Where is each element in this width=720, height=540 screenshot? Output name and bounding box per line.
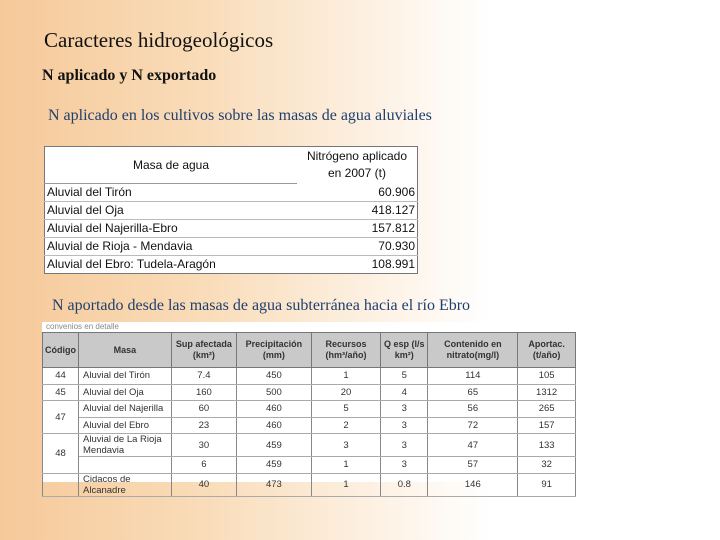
- cell-prec: 450: [237, 368, 312, 385]
- table-row: [43, 473, 576, 496]
- cell-rec: 3: [311, 434, 380, 457]
- cell-ap: 91: [518, 473, 576, 496]
- cell-q: 5: [381, 368, 428, 385]
- mass-name-cell: Aluvial del Tirón: [45, 184, 298, 202]
- cell-nit: 114: [428, 368, 518, 385]
- mass-name-cell: Aluvial de Rioja - Mendavia: [45, 238, 298, 256]
- section-heading-applied: N aplicado en los cultivos sobre las masas de agua aluviales: [48, 107, 432, 124]
- column-header-nitrogen: [297, 147, 418, 184]
- cell-nit: 146: [428, 473, 518, 496]
- cell-q: 3: [381, 417, 428, 434]
- cell-q: 3: [381, 401, 428, 418]
- code-cell: 47: [43, 401, 79, 434]
- cell-sup: 7.4: [171, 368, 236, 385]
- cell-nit: 56: [428, 401, 518, 418]
- cell-sup: 160: [171, 384, 236, 401]
- cell-sup: 40: [171, 473, 236, 496]
- column-header: Masa: [79, 333, 172, 368]
- cell-rec: 1: [311, 368, 380, 385]
- table-row: [43, 457, 576, 474]
- nitrogen-value-cell: 157.812: [297, 220, 418, 238]
- cell-prec: 460: [237, 417, 312, 434]
- column-header: Q esp (l/s km²): [381, 333, 428, 368]
- mass-name-cell: Aluvial del Najerilla-Ebro: [45, 220, 298, 238]
- code-cell: 44: [43, 368, 79, 385]
- column-header: Recursos (hm³/año): [311, 333, 380, 368]
- cell-masa: Aluvial del Ebro: [79, 417, 172, 434]
- nitrogen-value-cell: 108.991: [297, 256, 418, 274]
- mass-name-cell: Aluvial del Oja: [45, 202, 298, 220]
- cell-sup: 23: [171, 417, 236, 434]
- cell-nit: 57: [428, 457, 518, 474]
- cell-rec: 5: [311, 401, 380, 418]
- mass-name-cell: Aluvial del Ebro: Tudela-Aragón: [45, 256, 298, 274]
- cell-q: 3: [381, 457, 428, 474]
- cell-rec: 1: [311, 473, 380, 496]
- cell-ap: 265: [518, 401, 576, 418]
- page-subtitle: N aplicado y N exportado: [42, 67, 217, 84]
- cell-nit: 47: [428, 434, 518, 457]
- table-row: [43, 417, 576, 434]
- table-header-row: [43, 333, 576, 368]
- table-row: [45, 184, 418, 202]
- column-header-mass: Masa de agua: [45, 147, 298, 184]
- cell-prec: 459: [237, 434, 312, 457]
- table-header-row: [45, 147, 418, 184]
- cell-sup: 60: [171, 401, 236, 418]
- cell-ap: 32: [518, 457, 576, 474]
- column-header: Sup afectada (km²): [171, 333, 236, 368]
- table-row: [43, 368, 576, 385]
- cell-rec: 1: [311, 457, 380, 474]
- cell-ap: 1312: [518, 384, 576, 401]
- exported-nitrogen-body: [43, 368, 576, 497]
- column-header: Aportac. (t/año): [518, 333, 576, 368]
- code-cell: 48: [43, 434, 79, 474]
- table-note: convenios en detalle: [46, 322, 119, 331]
- table-row: [45, 202, 418, 220]
- table-row: [43, 401, 576, 418]
- column-header: Código: [43, 333, 79, 368]
- nitrogen-value-cell: 70.930: [297, 238, 418, 256]
- cell-rec: 20: [311, 384, 380, 401]
- nitrogen-value-cell: 418.127: [297, 202, 418, 220]
- cell-prec: 459: [237, 457, 312, 474]
- cell-prec: 500: [237, 384, 312, 401]
- applied-nitrogen-table: [44, 146, 418, 274]
- column-header-nitrogen-line2: en 2007 (t): [327, 166, 387, 181]
- exported-nitrogen-table: [42, 332, 576, 497]
- cell-sup: 30: [171, 434, 236, 457]
- code-cell: 45: [43, 384, 79, 401]
- applied-nitrogen-body: [45, 184, 418, 274]
- cell-ap: 133: [518, 434, 576, 457]
- cell-masa: Aluvial del Tirón: [79, 368, 172, 385]
- cell-nit: 65: [428, 384, 518, 401]
- cell-nit: 72: [428, 417, 518, 434]
- code-cell: [43, 473, 79, 496]
- cell-masa: Aluvial del Oja: [79, 384, 172, 401]
- cell-q: 3: [381, 434, 428, 457]
- table-row: [45, 238, 418, 256]
- cell-q: 0.8: [381, 473, 428, 496]
- cell-masa: [79, 457, 172, 474]
- nitrogen-value-cell: 60.906: [297, 184, 418, 202]
- cell-sup: 6: [171, 457, 236, 474]
- cell-masa: Cidacos de Alcanadre: [79, 473, 172, 496]
- table-row: [45, 220, 418, 238]
- table-row: [45, 256, 418, 274]
- exported-nitrogen-table-image: [42, 322, 576, 496]
- table-row: [43, 434, 576, 457]
- cell-ap: 105: [518, 368, 576, 385]
- cell-masa: Aluvial de La Rioja Mendavia: [79, 434, 172, 457]
- cell-prec: 473: [237, 473, 312, 496]
- column-header-nitrogen-line1: Nitrógeno aplicado: [306, 149, 408, 164]
- cell-prec: 460: [237, 401, 312, 418]
- cell-q: 4: [381, 384, 428, 401]
- column-header: Contenido en nitrato(mg/l): [428, 333, 518, 368]
- page-title: Caracteres hidrogeológicos: [44, 28, 274, 52]
- table-row: [43, 384, 576, 401]
- cell-masa: Aluvial del Najerilla: [79, 401, 172, 418]
- column-header: Precipitación (mm): [237, 333, 312, 368]
- cell-ap: 157: [518, 417, 576, 434]
- section-heading-exported: N aportado desde las masas de agua subterránea hacia el río Ebro: [52, 297, 471, 314]
- cell-rec: 2: [311, 417, 380, 434]
